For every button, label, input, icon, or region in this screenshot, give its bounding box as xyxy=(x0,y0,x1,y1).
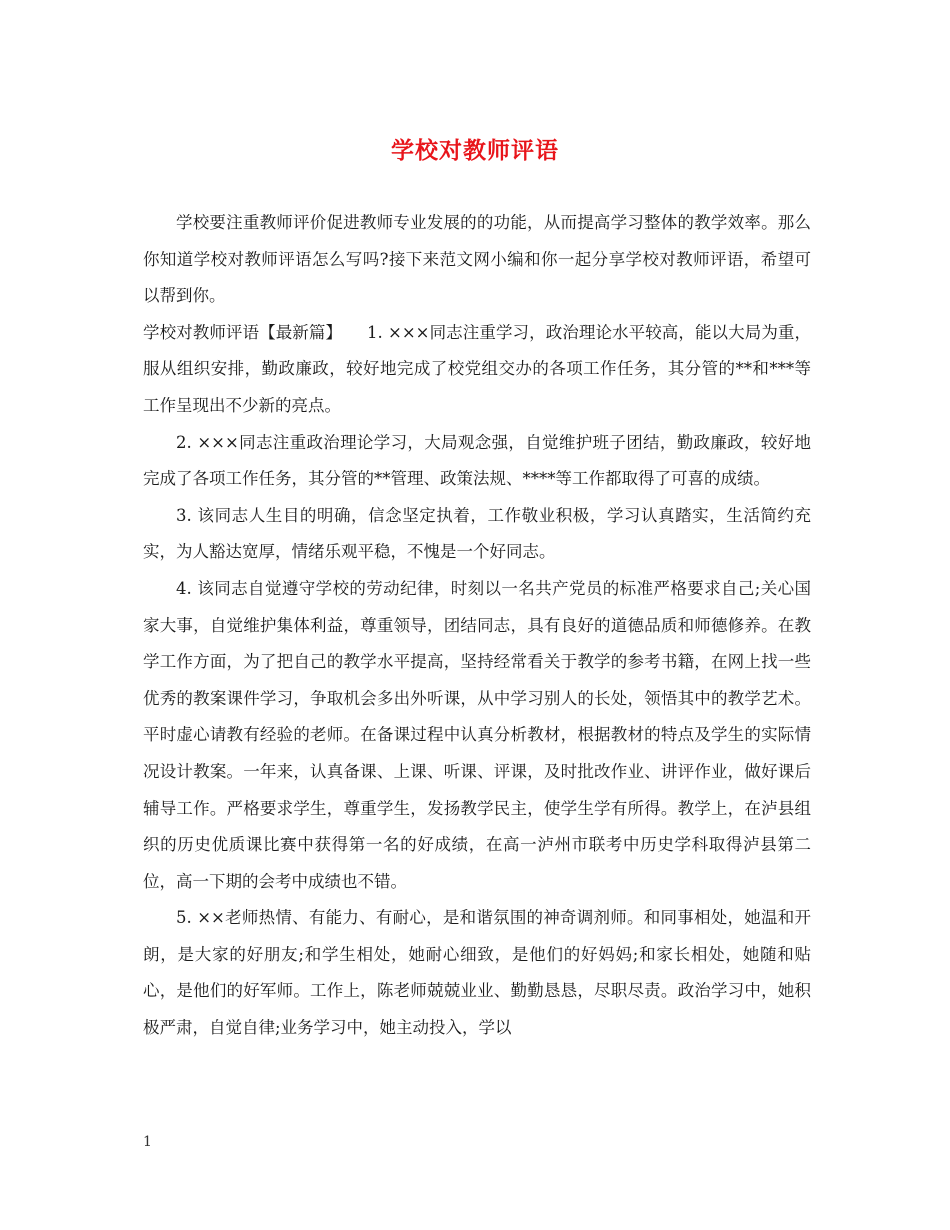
paragraph-item-1: 学校对教师评语【最新篇】 1. ×××同志注重学习，政治理论水平较高，能以大局为重，服从组织安排，勤政廉政，较好地完成了校党组交办的各项工作任务，其分管的**和***等工作呈现出不少新的亮点。 xyxy=(143,322,812,415)
paragraph-item-5: 5. ××老师热情、有能力、有耐心，是和谐氛围的神奇调剂师。和同事相处，她温和开朗，是大家的好朋友;和学生相处，她耐心细致，是他们的好妈妈;和家长相处，她随和贴心，是他们的好军师。工作上，陈老师兢兢业业、勤勤恳恳，尽职尽责。政治学习中，她积极严肃，自觉自律;业务学习中，她主动投入，学以 xyxy=(143,908,811,1038)
page-number: 1 xyxy=(143,1134,152,1150)
document-body xyxy=(143,205,811,1047)
paragraph-item-3: 3. 该同志人生目的明确，信念坚定执着，工作敬业积极，学习认真踏实，生活简约充实，为人豁达宽厚，情绪乐观平稳，不愧是一个好同志。 xyxy=(143,505,811,562)
paragraph-item-4: 4. 该同志自觉遵守学校的劳动纪律，时刻以一名共产党员的标准严格要求自己;关心国家大事，自觉维护集体利益，尊重领导，团结同志，具有良好的道德品质和师德修养。在教学工作方面，为了把自己的教学水平提高，坚持经常看关于教学的参考书籍，在网上找一些优秀的教案课件学习，争取机会多出外听课，从中学习别人的长处，领悟其中的教学艺术。平时虚心请教有经验的老师。在备课过程中认真分析教材，根据教材的特点及学生的实际情况设计教案。一年来，认真备课、上课、听课、评课，及时批改作业、讲评作业，做好课后辅导工作。严格要求学生，尊重学生，发扬教学民主，使学生学有所得。教学上，在泸县组织的历史优质课比赛中获得第一名的好成绩，在高一泸州市联考中历史学科取得泸县第二位，高一下期的会考中成绩也不错。 xyxy=(143,578,811,891)
document-title: 学校对教师评语 xyxy=(391,137,559,164)
paragraph-item-2: 2. ×××同志注重政治理论学习，大局观念强，自觉维护班子团结，勤政廉政，较好地完成了各项工作任务，其分管的**管理、政策法规、****等工作都取得了可喜的成绩。 xyxy=(143,432,811,489)
paragraph-intro: 学校要注重教师评价促进教师专业发展的的功能，从而提高学习整体的教学效率。那么你知道学校对教师评语怎么写吗?接下来范文网小编和你一起分享学校对教师评语，希望可以帮到你。 xyxy=(143,213,811,306)
